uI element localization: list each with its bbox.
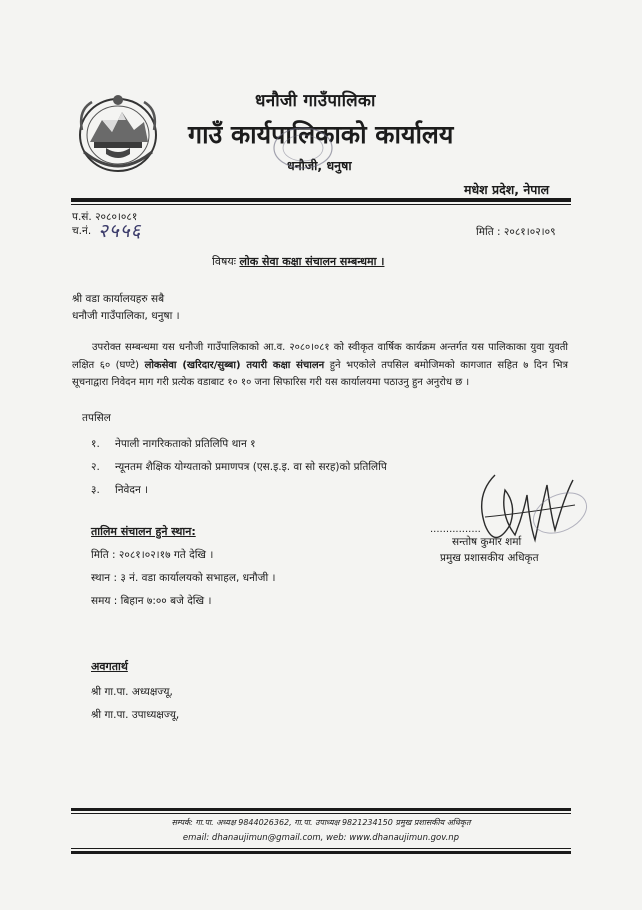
signature-dots: ................ [430, 524, 481, 535]
subject-line [212, 254, 384, 269]
reference-number: प.सं. २०८०।०८१ [72, 211, 138, 223]
org-name: धनौजी गाउँपालिका [255, 91, 376, 111]
nepal-emblem-logo [72, 90, 164, 176]
cc-line-2: श्री गा.पा. उपाध्यक्षज्यू, [91, 709, 180, 721]
footer-email-web: email: dhanaujimun@gmail.com, web: www.dhanaujimun.gov.np [182, 833, 460, 843]
signatory-title: प्रमुख प्रशासकीय अधिकृत [440, 552, 539, 564]
body-bold-phrase: लोकसेवा (खरिदार/सुब्बा) तयारी कक्षा संचालन [144, 359, 325, 371]
venue-date: मिति : २०८१।०२।१७ गते देखि । [91, 549, 214, 561]
recipient-block [72, 291, 180, 325]
cc-list [91, 681, 179, 727]
province-line: मधेश प्रदेश, नेपाल [464, 182, 550, 197]
venue-place: स्थान : ३ नं. वडा कार्यालयको सभाहल, धनौजी । [91, 572, 276, 584]
footer-divider-top [71, 808, 571, 811]
tapasil-list [91, 433, 387, 502]
cc-heading: अवगतार्थ [91, 660, 128, 673]
dispatch-label: च.नं. [72, 225, 92, 237]
footer-divider-top-thin [71, 813, 571, 814]
recipient-line-1: श्री वडा कार्यालयहरु सबै [72, 293, 165, 305]
letter-body [72, 339, 568, 392]
venue-time: समय : बिहान ७:०० बजे देखि । [91, 595, 212, 607]
body-part-1: उपरोक्त सम्बन्धमा यस धनौजी गाउँपालिकाको आ.व. २०८०।०८१ को स्वीकृत वार्षिक कार्यक्रम अन्तर्गत यस पालिकाका युवा युवती लक्षित ६० (घण्टे) [72, 342, 568, 371]
footer-contact: सम्पर्क: गा.पा. अध्यक्ष 9844026362, गा.पा. उपाध्यक्ष 9821234150 प्रमुख प्रशासकीय अधिकृत [171, 818, 471, 827]
signatory-name: सन्तोष कुमार शर्मा [452, 536, 522, 548]
office-stamp [272, 126, 334, 170]
office-address: धनौजी, धनुषा [287, 158, 352, 173]
recipient-line-2: धनौजी गाउँपालिका, धनुषा । [72, 310, 180, 322]
dispatch-number-handwritten: २५५६ [98, 220, 142, 242]
header-divider [71, 198, 571, 202]
venue-details [91, 544, 275, 613]
cc-line-1: श्री गा.पा. अध्यक्षज्यू, [91, 686, 173, 698]
office-name: गाउँ कार्यपालिकाको कार्यालय [188, 120, 454, 149]
letter-date: मिति : २०८१।०२।०९ [476, 226, 556, 238]
venue-heading: तालिम संचालन हुने स्थान: [91, 525, 196, 538]
subject-label: विषयः [212, 255, 236, 268]
list-item: १. नेपाली नागरिकताको प्रतिलिपि थान १ [91, 438, 256, 450]
list-item: २. न्यूनतम शैक्षिक योग्यताको प्रमाणपत्र (एस.इ.इ. वा सो सरह)को प्रतिलिपि [91, 461, 387, 473]
subject-text: लोक सेवा कक्षा संचालन सम्बन्धमा । [239, 255, 385, 268]
header-divider-thin [71, 204, 571, 205]
list-item: ३. निवेदन । [91, 484, 149, 496]
body-part-2: हुने भएकोले तपसिल बमोजिमको कागजात सहित ७ दिन भित्र सूचनाद्वारा निवेदन माग गरी प्रत्येक वडाबाट १० १० जना सिफारिस गरी यस कार्यालयमा पठाउनु हुन अनुरोध छ । [72, 359, 569, 388]
footer-divider-bottom [71, 848, 571, 849]
footer-divider-bottom-thick [71, 851, 571, 854]
tapasil-label: तपसिल [82, 412, 111, 424]
